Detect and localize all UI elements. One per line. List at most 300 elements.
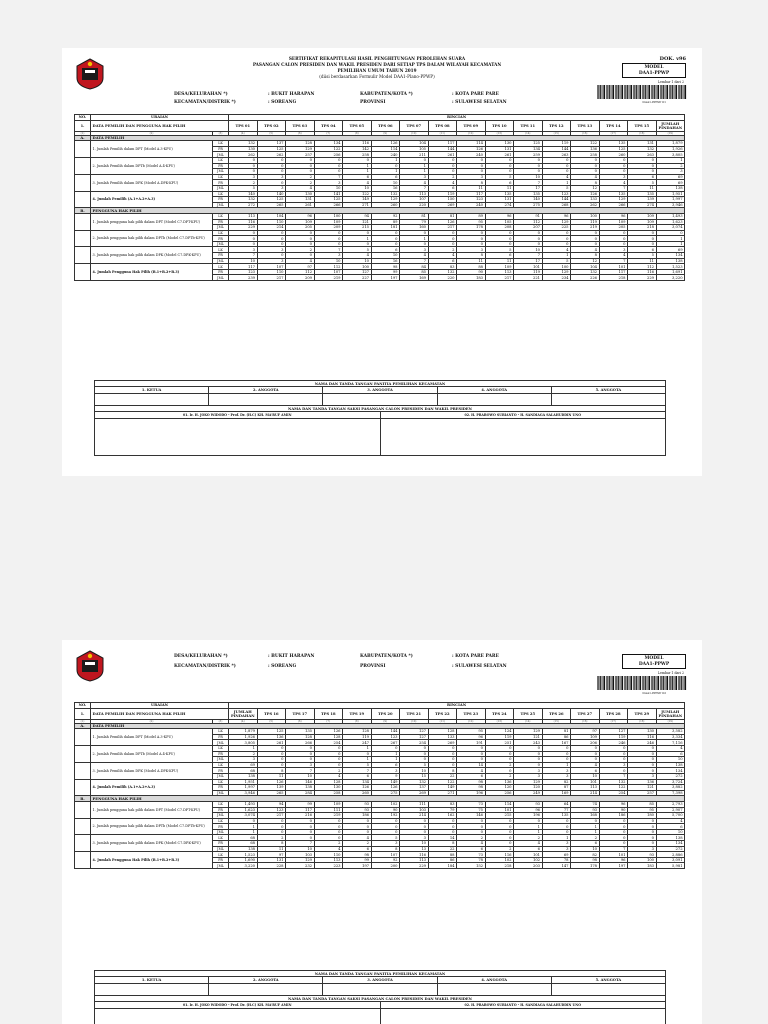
cell-value: 0	[257, 824, 286, 830]
cell-value: 95	[457, 219, 486, 225]
provinsi-value: : SULAWESI SELATAN	[452, 100, 507, 105]
recap-table	[74, 702, 685, 869]
cell-value: 0	[485, 835, 514, 841]
cell-value: 7	[599, 185, 628, 191]
cell-value: 0	[314, 745, 343, 751]
cell-value: 107	[257, 264, 286, 270]
row-description: 2. Jumlah Pemilih dalam DPTb (Model A.4-KPU)	[91, 745, 213, 762]
cell-value: 2	[257, 835, 286, 841]
cell-value: 140	[257, 191, 286, 197]
cell-value: 192	[371, 813, 400, 819]
cell-value: 1,623	[229, 807, 258, 813]
cell-value: 1	[229, 824, 258, 830]
cell-value: 103	[286, 852, 315, 858]
cell-value: 227	[343, 275, 372, 281]
cell-value: 3,074	[229, 813, 258, 819]
barcode	[596, 85, 688, 99]
cell-value: 183	[628, 863, 657, 869]
witness-candidate-02: 02. H. PRABOWO SUBIANTO - H. SANDIAGA SALAHUDDIN UNO	[464, 1003, 581, 1007]
cell-value: 0	[457, 230, 486, 236]
barcode-bar	[603, 676, 604, 690]
cell-value: 0	[371, 241, 400, 247]
cell-value: 128	[286, 734, 315, 740]
cell-value: 5	[542, 185, 571, 191]
cell-value: 82	[542, 779, 571, 785]
cell-value: 104	[400, 141, 429, 147]
column-number: (9)	[371, 719, 400, 723]
cell-value: 0	[514, 169, 543, 175]
cell-value: 10	[343, 185, 372, 191]
column-number: (12)	[457, 719, 486, 723]
cell-value: 8	[571, 253, 600, 259]
column-header: TPS 17	[286, 708, 315, 719]
cell-value: 128	[314, 734, 343, 740]
cell-value: 103	[400, 807, 429, 813]
cell-value: 139	[257, 785, 286, 791]
cell-value: 3	[514, 773, 543, 779]
cell-value: 114	[485, 801, 514, 807]
cell-value: 2,886	[656, 852, 685, 858]
barcode-bar	[618, 85, 619, 99]
cell-value: 0	[457, 236, 486, 242]
cell-value: 6	[457, 773, 486, 779]
cell-value: 92	[371, 857, 400, 863]
cell-value: 86	[428, 857, 457, 863]
cell-value: 10	[314, 258, 343, 264]
cell-value: 107	[400, 197, 429, 203]
cell-value: 149	[428, 785, 457, 791]
barcode-bar	[625, 85, 626, 99]
cell-value: 6	[571, 768, 600, 774]
cell-value: 97	[257, 852, 286, 858]
recap-table	[74, 114, 685, 281]
cell-value: 0	[229, 241, 258, 247]
cell-value: 22	[428, 773, 457, 779]
barcode-bar	[604, 85, 605, 99]
cell-value: 2	[286, 174, 315, 180]
cell-value: 83	[428, 801, 457, 807]
column-number: (11)	[428, 719, 457, 723]
cell-value: 75	[457, 807, 486, 813]
cell-value: 0	[628, 163, 657, 169]
cell-value: 69	[656, 174, 685, 180]
cell-value: 0	[400, 751, 429, 757]
cell-value: 254	[314, 740, 343, 746]
cell-value: 0	[286, 745, 315, 751]
cell-value: 0	[286, 157, 315, 163]
cell-value: 218	[485, 863, 514, 869]
row-description: 2. Jumlah Pemilih dalam DPTb (Model A.4-KPU)	[91, 157, 213, 174]
cell-value: 0	[485, 745, 514, 751]
cell-value: 3,805	[656, 152, 685, 158]
column-header: TPS 13	[571, 120, 600, 131]
cell-value: 1	[656, 157, 685, 163]
cell-value: 262	[571, 202, 600, 208]
cell-value: 0	[485, 768, 514, 774]
cell-value: 138	[656, 185, 685, 191]
column-header: TPS 23	[457, 708, 486, 719]
cell-value: 119	[599, 734, 628, 740]
cell-value: 0	[485, 757, 514, 763]
cell-value: 129	[371, 197, 400, 203]
cell-value: 232	[286, 863, 315, 869]
provinsi-label: PROVINSI	[360, 100, 386, 105]
header-uraian: URAIAN	[91, 703, 229, 709]
cell-value: 5	[229, 185, 258, 191]
cell-value: 1,951	[656, 191, 685, 197]
barcode-bar	[648, 676, 649, 690]
cell-value: 0	[485, 824, 514, 830]
column-header: TPS 20	[371, 708, 400, 719]
cell-value: 260	[371, 202, 400, 208]
cell-value: 119	[485, 734, 514, 740]
barcode-bar	[663, 85, 664, 99]
gender-label: JML	[213, 241, 229, 247]
member-anggota-4: 4. ANGGOTA	[438, 387, 552, 393]
cell-value: 0	[514, 745, 543, 751]
cell-value: 100	[343, 264, 372, 270]
cell-value: 0	[343, 157, 372, 163]
cell-value: 0	[257, 253, 286, 259]
column-header: TPS 27	[571, 708, 600, 719]
cell-value: 11	[628, 258, 657, 264]
cell-value: 181	[371, 225, 400, 231]
column-header: TPS 06	[371, 120, 400, 131]
cell-value: 258	[571, 152, 600, 158]
cell-value: 81	[400, 213, 429, 219]
cell-value: 102	[485, 857, 514, 863]
cell-value: 0	[485, 829, 514, 835]
cell-value: 0	[485, 818, 514, 824]
cell-value: 3,074	[656, 225, 685, 231]
cell-value: 139	[628, 197, 657, 203]
cell-value: 0	[542, 824, 571, 830]
cell-value: 1	[229, 745, 258, 751]
cell-value: 126	[428, 219, 457, 225]
barcode-bar	[666, 85, 667, 99]
cell-value: 69	[656, 180, 685, 186]
cell-value: 243	[514, 740, 543, 746]
cell-value: 3	[286, 762, 315, 768]
cell-value: 113	[571, 785, 600, 791]
cell-value: 10	[286, 846, 315, 852]
cell-value: 0	[628, 841, 657, 847]
cell-value: 1	[656, 236, 685, 242]
cell-value: 0	[314, 241, 343, 247]
cell-value: 116	[343, 141, 372, 147]
cell-value: 78	[542, 857, 571, 863]
column-header: TPS 18	[314, 708, 343, 719]
cell-value: 2	[514, 835, 543, 841]
barcode-bar	[598, 85, 599, 99]
section-no: A.	[75, 135, 91, 141]
cell-value: 3	[656, 169, 685, 175]
witness-candidate-01: 01. Ir. H. JOKO WIDODO - Prof. Dr. (H.C) KH. MA'RUF AMIN	[95, 412, 381, 418]
cell-value: 134	[656, 253, 685, 259]
cell-value: 7	[343, 768, 372, 774]
column-header: TPS 14	[599, 120, 628, 131]
cell-value: 89	[371, 219, 400, 225]
cell-value: 127	[343, 269, 372, 275]
barcode-bar	[627, 676, 628, 690]
cell-value: 0	[428, 762, 457, 768]
barcode-bar	[643, 85, 644, 99]
cell-value: 11	[457, 185, 486, 191]
cell-value: 219	[571, 225, 600, 231]
cell-value: 1	[514, 824, 543, 830]
cell-value: 126	[343, 785, 372, 791]
gender-label: JML	[213, 757, 229, 763]
cell-value: 98	[343, 852, 372, 858]
cell-value: 11	[628, 185, 657, 191]
cell-value: 144	[428, 146, 457, 152]
row-description: 4. Jumlah Pemilih (A.1+A.2+A.3)	[91, 779, 213, 796]
committee-signature-title: NAMA DAN TANDA TANGAN PANITIA PEMILIHAN KECAMATAN	[95, 971, 665, 977]
section-no: A.	[75, 723, 91, 729]
cell-value: 14	[457, 762, 486, 768]
barcode-bar	[672, 85, 673, 99]
cell-value: 69	[229, 762, 258, 768]
cell-value: 2	[428, 247, 457, 253]
barcode-bar	[681, 676, 682, 690]
gender-label: JML	[213, 813, 229, 819]
barcode-bar	[657, 85, 658, 99]
barcode-bar	[622, 676, 623, 690]
column-header: TPS 03	[286, 120, 315, 131]
cell-value: 220	[428, 275, 457, 281]
cell-value: 267	[371, 740, 400, 746]
cell-value: 266	[314, 202, 343, 208]
cell-value: 150	[428, 197, 457, 203]
cell-value: 138	[229, 773, 258, 779]
cell-value: 214	[571, 790, 600, 796]
kecamatan-value: : SOREANG	[268, 664, 297, 669]
cell-value: 122	[343, 191, 372, 197]
cell-value: 217	[257, 275, 286, 281]
cell-value: 82	[571, 852, 600, 858]
cell-value: 132	[428, 269, 457, 275]
cell-value: 205	[599, 225, 628, 231]
cell-value: 130	[314, 785, 343, 791]
cell-value: 5,700	[656, 813, 685, 819]
cell-value: 149	[371, 779, 400, 785]
barcode-bar	[625, 676, 626, 690]
cell-value: 0	[257, 241, 286, 247]
kecamatan-value: : SOREANG	[268, 100, 297, 105]
cell-value: 135	[286, 729, 315, 735]
column-header: TPS 07	[400, 120, 429, 131]
column-number: (2)	[91, 131, 213, 135]
cell-value: 4	[343, 253, 372, 259]
cell-value: 90	[457, 269, 486, 275]
cell-value: 6	[343, 773, 372, 779]
gender-label: PR	[213, 197, 229, 203]
row-no	[75, 852, 91, 869]
cell-value: 136	[485, 779, 514, 785]
cell-value: 6	[428, 258, 457, 264]
cell-value: 229	[628, 275, 657, 281]
cell-value: 141	[314, 191, 343, 197]
cell-value: 114	[457, 141, 486, 147]
cell-value: 3	[457, 174, 486, 180]
cell-value: 120	[485, 785, 514, 791]
member-anggota-3: 3. ANGGOTA	[323, 387, 437, 393]
cell-value: 132	[371, 191, 400, 197]
cell-value: 6	[371, 174, 400, 180]
cell-value: 0	[314, 757, 343, 763]
cell-value: 0	[485, 751, 514, 757]
cell-value: 2	[314, 841, 343, 847]
header-item-no: 1.	[75, 120, 91, 131]
barcode-bar	[598, 676, 599, 690]
gender-label: JML	[213, 169, 229, 175]
barcode-bar	[685, 85, 686, 99]
cell-value: 3,946	[656, 202, 685, 208]
kabupaten-label: KABUPATEN/KOTA *)	[360, 654, 413, 659]
cell-value: 7	[314, 174, 343, 180]
gender-label: JML	[213, 790, 229, 796]
cell-value: 138	[656, 762, 685, 768]
cell-value: 256	[314, 152, 343, 158]
cell-value: 0	[599, 157, 628, 163]
cell-value: 10	[286, 773, 315, 779]
cell-value: 3	[542, 841, 571, 847]
cell-value: 2	[457, 835, 486, 841]
cell-value: 147	[542, 863, 571, 869]
header-uraian: URAIAN	[91, 115, 229, 121]
cell-value: 5	[400, 762, 429, 768]
cell-value: 127	[599, 729, 628, 735]
cell-value: 146	[457, 813, 486, 819]
cell-value: 211	[400, 152, 429, 158]
row-no	[75, 213, 91, 230]
gender-label: LK	[213, 247, 229, 253]
cell-value: 4	[514, 841, 543, 847]
cell-value: 219	[314, 813, 343, 819]
cell-value: 133	[428, 734, 457, 740]
cell-value: 119	[514, 269, 543, 275]
column-header: TPS 10	[485, 120, 514, 131]
barcode-bar	[657, 676, 658, 690]
cell-value: 129	[542, 219, 571, 225]
cell-value: 123	[257, 807, 286, 813]
cell-value: 3,805	[229, 740, 258, 746]
cell-value: 3	[542, 773, 571, 779]
table-header-row	[75, 708, 685, 719]
cell-value: 0	[257, 762, 286, 768]
header-item-label: DATA PEMILIH DAN PENGGUNA HAK PILIH	[91, 120, 229, 131]
cell-value: 131	[286, 197, 315, 203]
cell-value: 138	[656, 835, 685, 841]
cell-value: 0	[400, 818, 429, 824]
cell-value: 12	[571, 185, 600, 191]
cell-value: 6	[457, 846, 486, 852]
column-number: (6)	[286, 131, 315, 135]
cell-value: 3,220	[656, 275, 685, 281]
cell-value: 146	[286, 779, 315, 785]
cell-value: 0	[542, 241, 571, 247]
cell-value: 0	[571, 757, 600, 763]
cell-value: 0	[542, 757, 571, 763]
cell-value: 117	[428, 141, 457, 147]
cell-value: 125	[257, 197, 286, 203]
header-rincian: RINCIAN	[229, 703, 685, 709]
column-number: (11)	[428, 131, 457, 135]
cell-value: 4	[400, 253, 429, 259]
cell-value: 1	[542, 180, 571, 186]
cell-value: 96	[599, 213, 628, 219]
cell-value: 272	[656, 846, 685, 852]
cell-value: 0	[628, 236, 657, 242]
committee-members	[95, 387, 665, 394]
barcode-bar	[684, 85, 685, 99]
gender-label: LK	[213, 745, 229, 751]
cell-value: 0	[286, 163, 315, 169]
cell-value: 0	[599, 751, 628, 757]
row-description: 1. Jumlah Pemilih dalam DPT (Model A.3-KPU)	[91, 729, 213, 746]
cell-value: 125	[314, 197, 343, 203]
cell-value: 128	[286, 141, 315, 147]
cell-value: 11	[257, 846, 286, 852]
cell-value: 132	[400, 779, 429, 785]
cell-value: 81	[542, 729, 571, 735]
cell-value: 229	[229, 225, 258, 231]
cell-value: 260	[343, 790, 372, 796]
cell-value: 0	[571, 241, 600, 247]
row-description: 1. Jumlah pengguna hak pilih dalam DPT (Model C7.DPT-KPU)	[91, 213, 213, 230]
cell-value: 113	[314, 857, 343, 863]
column-number: (10)	[400, 131, 429, 135]
cell-value: 95	[628, 807, 657, 813]
cell-value: 83	[428, 264, 457, 270]
cell-value: 6	[428, 185, 457, 191]
cell-value: 209	[314, 225, 343, 231]
cell-value: 0	[599, 768, 628, 774]
column-number: (7)	[314, 719, 343, 723]
cell-value: 0	[457, 163, 486, 169]
column-number: (19)	[656, 719, 685, 723]
cell-value: 0	[514, 751, 543, 757]
cell-value: 0	[428, 169, 457, 175]
cell-value: 1	[514, 829, 543, 835]
cell-value: 205	[286, 225, 315, 231]
cell-value: 229	[400, 863, 429, 869]
barcode-bar	[652, 85, 653, 99]
cell-value: 142	[343, 146, 372, 152]
cell-value: 135	[542, 813, 571, 819]
cell-value: 144	[371, 729, 400, 735]
cell-value: 184	[428, 863, 457, 869]
cell-value: 196	[457, 790, 486, 796]
cell-value: 1,997	[229, 785, 258, 791]
cell-value: 105	[485, 219, 514, 225]
cell-value: 100	[542, 264, 571, 270]
cell-value: 265	[257, 202, 286, 208]
cell-value: 4	[542, 174, 571, 180]
cell-value: 239	[229, 275, 258, 281]
cell-value: 109	[314, 801, 343, 807]
cell-value: 93	[628, 852, 657, 858]
cell-value: 7	[514, 253, 543, 259]
cell-value: 0	[599, 236, 628, 242]
cell-value: 10	[314, 185, 343, 191]
cell-value: 0	[457, 818, 486, 824]
cell-value: 96	[286, 213, 315, 219]
cell-value: 6	[485, 180, 514, 186]
barcode-bar	[654, 85, 655, 99]
cell-value: 120	[514, 785, 543, 791]
cell-value: 167	[542, 740, 571, 746]
